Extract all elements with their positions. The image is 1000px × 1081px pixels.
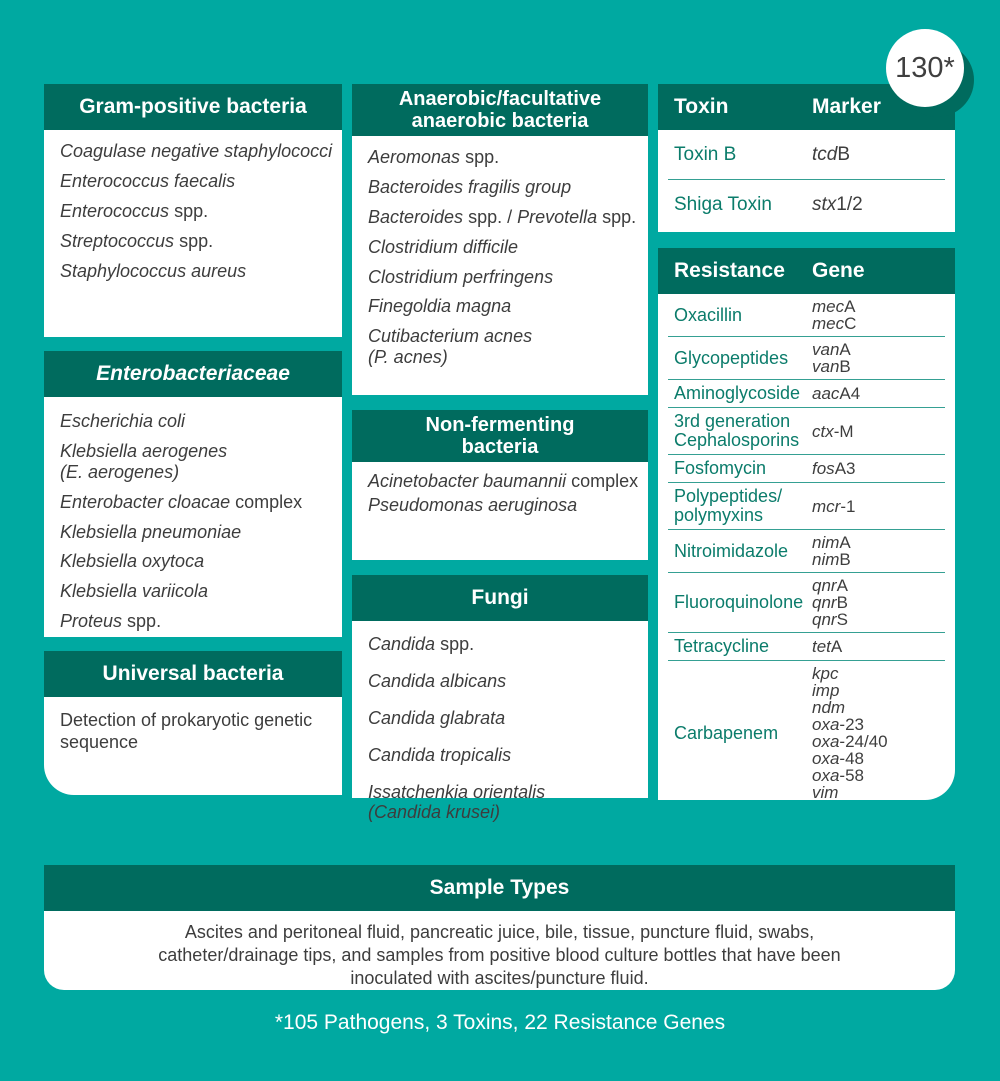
card-fungi (352, 575, 648, 823)
gene-entry: vim (812, 783, 839, 802)
species-item: Acinetobacter baumannii complex (368, 471, 639, 491)
species-item: Finegoldia magna (368, 296, 512, 317)
card-resistance-table (658, 248, 955, 800)
card-anaerobic-bacteria (352, 84, 648, 395)
card-toxin-table (658, 84, 955, 232)
species-item: Streptococcus spp. (60, 230, 214, 251)
species-item: Candida albicans (368, 670, 507, 691)
sample-types-description: Ascites and peritoneal fluid, pancreatic juice, bile, tissue, puncture fluid, swabs, catheter/drainage tips, and samples from positive blood culture bottles that have been inoculated with ascites/puncture fluid. (158, 922, 841, 989)
gene-entry: oxa-58 (812, 766, 864, 785)
gene-list (812, 423, 945, 440)
row-name: Glycopeptides (674, 347, 789, 368)
gene-entry: qnrA (812, 576, 848, 595)
card-sample-types (44, 865, 955, 990)
gene-list (812, 460, 945, 477)
species-item: Candida spp. (368, 634, 475, 654)
gene-list (812, 665, 945, 801)
species-item: Aeromonas spp. (368, 147, 500, 167)
card-enterobacteriaceae (44, 351, 342, 637)
gene-entry: vanB (812, 357, 851, 376)
species-item: Candida tropicalis (368, 744, 512, 765)
gene-entry: nimA (812, 533, 851, 552)
gene-column-header: Gene (812, 259, 865, 282)
species-item: Enterococcus spp. (60, 200, 209, 221)
species-item: Klebsiella variicola (60, 581, 209, 602)
gene-entry: mcr-1 (812, 496, 856, 516)
row-name: Polypeptides/ polymyxins (674, 486, 783, 525)
gene-entry: tcdB (812, 144, 851, 165)
species-item: Escherichia coli (60, 411, 186, 431)
gene-entry: fosA3 (812, 459, 856, 478)
species-item: Bacteroides spp. / Prevotella spp. (368, 206, 637, 227)
card-title: Gram-positive bacteria (44, 84, 342, 130)
gene-entry: ndm (812, 698, 846, 717)
row-name: Shiga Toxin (674, 194, 772, 215)
table-row (668, 661, 945, 805)
species-item: Coagulase negative staphylococci (60, 141, 333, 161)
gene-list (812, 341, 945, 375)
table-row (668, 294, 945, 337)
species-list (44, 397, 342, 632)
species-item: Bacteroides fragilis group (368, 176, 572, 197)
species-item: Cutibacterium acnes (P. acnes) (368, 326, 533, 368)
gene-entry: oxa-24/40 (812, 732, 888, 751)
gene-list (812, 145, 945, 164)
species-item: Klebsiella pneumoniae (60, 521, 242, 542)
table-row (668, 180, 945, 229)
gene-list (812, 298, 945, 332)
species-list (352, 462, 648, 516)
table-row (668, 530, 945, 573)
gene-entry: oxa-48 (812, 749, 864, 768)
marker-column-header: Marker (812, 95, 881, 118)
species-item: Proteus spp. (60, 611, 162, 632)
gene-entry: ctx-M (812, 421, 854, 441)
species-item: Klebsiella aerogenes (E. aerogenes) (60, 440, 228, 482)
gene-entry: qnrS (812, 610, 848, 629)
species-item: Staphylococcus aureus (60, 260, 247, 281)
row-name: Toxin B (674, 144, 737, 165)
total-count-value: 130* (895, 51, 955, 84)
table-row (668, 483, 945, 530)
gene-entry: nimB (812, 550, 851, 569)
gene-entry: mecC (812, 314, 857, 333)
gene-entry: tetA (812, 637, 843, 656)
table-row (668, 408, 945, 455)
row-name: Carbapenem (674, 722, 779, 743)
resistance-column-header: Resistance (674, 259, 785, 282)
table-row (668, 455, 945, 483)
species-list (352, 136, 648, 368)
gene-entry: vanA (812, 340, 851, 359)
toxin-column-header: Toxin (674, 95, 729, 118)
toxin-table-rows (658, 130, 955, 229)
species-item: Candida glabrata (368, 707, 506, 728)
gene-entry: imp (812, 681, 840, 700)
species-item: Enterobacter cloacae complex (60, 491, 303, 512)
gene-list (812, 638, 945, 655)
gene-entry: mecA (812, 297, 856, 316)
gene-entry: kpc (812, 664, 839, 683)
species-item: Clostridium perfringens (368, 266, 554, 287)
species-list (44, 130, 342, 281)
gene-list (812, 498, 945, 515)
row-name: Aminoglycoside (674, 383, 801, 403)
row-name: Fluoroquinolone (674, 592, 804, 612)
gene-list (812, 534, 945, 568)
species-item: Klebsiella oxytoca (60, 551, 205, 572)
card-title: Sample Types (44, 865, 955, 911)
table-row (668, 633, 945, 661)
gene-list (812, 195, 945, 214)
row-name: Fosfomycin (674, 458, 767, 478)
species-item: Enterococcus faecalis (60, 170, 236, 191)
row-name: Oxacillin (674, 304, 743, 325)
gene-entry: qnrB (812, 593, 848, 612)
species-item: Issatchenkia orientalis (Candida krusei) (368, 781, 546, 823)
gene-entry: stx1/2 (812, 194, 863, 215)
card-title: Fungi (352, 575, 648, 621)
total-count-badge (886, 29, 964, 107)
row-name: Nitroimidazole (674, 540, 789, 561)
card-gram-positive-bacteria (44, 84, 342, 337)
species-list (352, 621, 648, 823)
gene-entry: aacA4 (812, 384, 861, 403)
row-name: 3rd generation Cephalosporins (674, 411, 800, 450)
species-item: Clostridium difficile (368, 236, 519, 257)
table-row (668, 130, 945, 180)
universal-description: Detection of prokaryotic genetic sequence (60, 710, 313, 752)
row-name: Tetracycline (674, 636, 770, 656)
card-title: Enterobacteriaceae (44, 351, 342, 397)
card-non-fermenting-bacteria (352, 410, 648, 560)
resistance-table-rows (658, 294, 955, 805)
gene-list (812, 385, 945, 402)
card-universal-bacteria (44, 651, 342, 795)
gene-list (812, 577, 945, 628)
table-row (668, 573, 945, 633)
card-title: Non-fermenting bacteria (352, 410, 648, 462)
footnote: *105 Pathogens, 3 Toxins, 22 Resistance Genes (274, 1011, 726, 1034)
table-row (668, 380, 945, 408)
card-title: Anaerobic/facultative anaerobic bacteria (352, 84, 648, 136)
gene-entry: oxa-23 (812, 715, 864, 734)
table-row (668, 337, 945, 380)
species-item: Pseudomonas aeruginosa (368, 494, 578, 515)
card-title: Universal bacteria (44, 651, 342, 697)
resistance-table-header (658, 248, 955, 294)
